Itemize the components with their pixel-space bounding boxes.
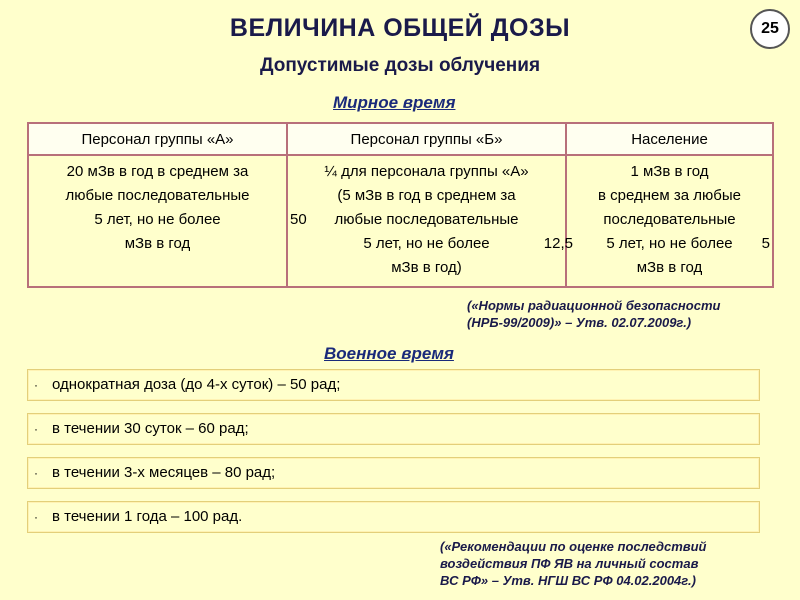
wartime-source-note [440,538,780,589]
wartime-item-text: в течении 3-х месяцев – 80 рад; [52,464,276,481]
bullet-icon: · [34,378,38,392]
table-header-row [28,123,773,155]
wartime-item-text: в течении 30 суток – 60 рад; [52,420,249,437]
cell-line: 1 мЗв в год [630,163,709,180]
cell-line: в среднем за любые [598,187,741,204]
slide-number-badge: 25 [750,9,790,49]
cell-line: последовательные [603,211,736,228]
wartime-item-text: однократная доза (до 4-х суток) – 50 рад; [52,376,341,393]
cell-group-a [28,155,287,287]
page-subtitle: Допустимые дозы облучения [259,55,541,76]
wartime-item [27,413,760,445]
population-limit-value: 5 [761,235,770,252]
wartime-item [27,501,760,533]
column-header-population: Население [566,123,773,155]
wartime-item [27,369,760,401]
cell-line: 5 лет, но не более [363,235,490,252]
bullet-icon: · [34,422,38,436]
dose-table [27,122,774,288]
bullet-icon: · [34,510,38,524]
cell-population [566,155,773,287]
group-a-limit-value: 50 [290,211,307,228]
wartime-item-text: в течении 1 года – 100 рад. [52,508,243,525]
cell-line: мЗв в год) [391,259,462,276]
cell-line: мЗв в год [124,235,191,252]
peacetime-source-note [467,297,787,331]
source-line: (НРБ-99/2009)» – Утв. 02.07.2009г.) [467,315,692,330]
source-line: ВС РФ» – Утв. НГШ ВС РФ 04.02.2004г.) [440,573,696,588]
table-row [28,155,773,287]
bullet-icon: · [34,466,38,480]
group-b-limit-value: 12,5 [543,235,573,252]
cell-line: (5 мЗв в год в среднем за [337,187,516,204]
cell-line: 5 лет, но не более [94,211,221,228]
wartime-item [27,457,760,489]
cell-line: любые последовательные [334,211,519,228]
cell-group-b [287,155,573,287]
cell-line: 5 лет, но не более [606,235,733,252]
source-line: («Нормы радиационной безопасности [467,298,721,313]
cell-line: 20 мЗв в год в среднем за [66,163,249,180]
cell-line: ¼ для персонала группы «А» [324,163,529,180]
cell-line: любые последовательные [65,187,250,204]
page-title: ВЕЛИЧИНА ОБЩЕЙ ДОЗЫ [229,14,571,42]
column-header-group-a: Персонал группы «А» [28,123,287,155]
column-header-group-b: Персонал группы «Б» [287,123,566,155]
source-line: воздействия ПФ ЯВ на личный состав [440,556,699,571]
cell-line: мЗв в год [636,259,703,276]
wartime-heading: Военное время [324,344,454,363]
source-line: («Рекомендации по оценке последствий [440,539,707,554]
peacetime-heading: Мирное время [333,93,456,112]
